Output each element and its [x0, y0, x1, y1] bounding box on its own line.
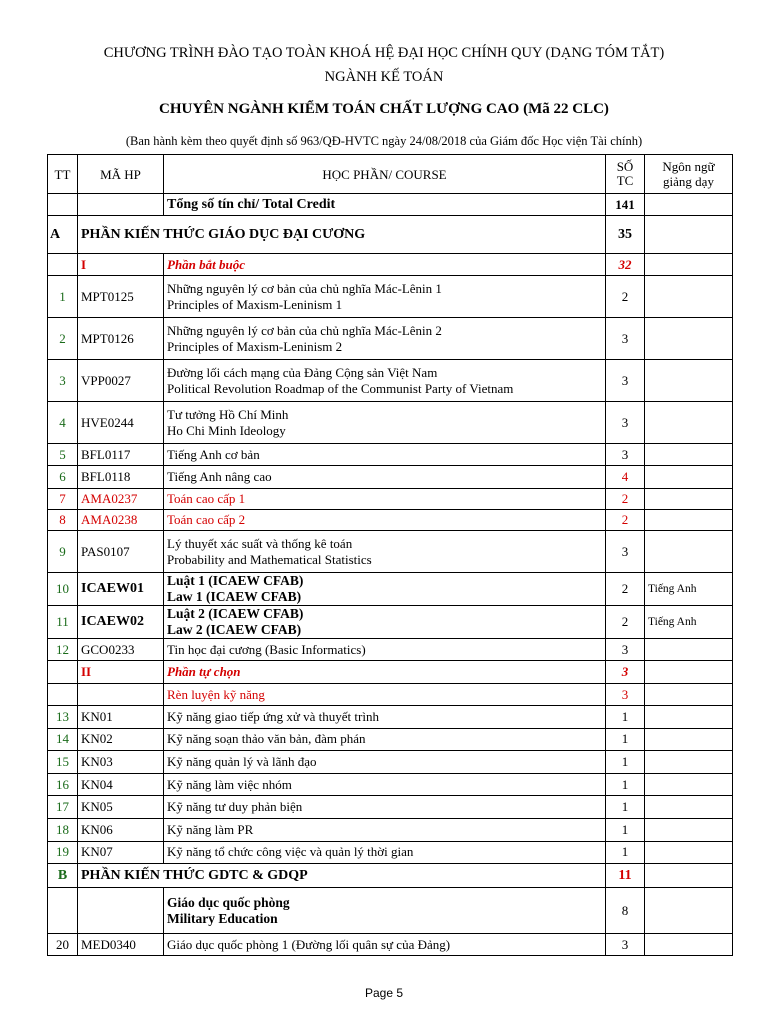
section-b-credits: 11	[606, 864, 645, 888]
table-row	[48, 489, 733, 510]
section-a-row	[48, 216, 733, 254]
section-a-title: PHẦN KIẾN THỨC GIÁO DỤC ĐẠI CƯƠNG	[78, 216, 606, 254]
course-credits: 2	[606, 606, 645, 639]
col-header-credits-2: TC	[616, 173, 634, 188]
empty-cell	[645, 864, 733, 888]
course-tt: 11	[48, 606, 78, 639]
group-i-row	[48, 254, 733, 276]
course-code: GCO0233	[78, 639, 164, 661]
course-credits: 3	[606, 531, 645, 573]
course-tt: 9	[48, 531, 78, 573]
section-b-row	[48, 864, 733, 888]
course-code: MPT0126	[78, 318, 164, 360]
course-credits: 2	[606, 510, 645, 531]
course-name	[164, 466, 606, 489]
course-language	[645, 531, 733, 573]
table-row	[48, 934, 733, 956]
table-row	[48, 510, 733, 531]
course-language	[645, 639, 733, 661]
course-tt: 18	[48, 818, 78, 841]
military-title	[164, 888, 606, 934]
page-number: Page 5	[364, 986, 404, 1000]
course-credits: 3	[606, 360, 645, 402]
course-code: HVE0244	[78, 402, 164, 444]
course-name-en: Law 1 (ICAEW CFAB)	[167, 589, 302, 604]
doc-title-major: CHUYÊN NGÀNH KIỂM TOÁN CHẤT LƯỢNG CAO (Mã 22 CLC)	[159, 101, 609, 117]
course-name: Kỹ năng giao tiếp ứng xử và thuyết trình	[164, 706, 606, 729]
course-name-vi: Tiếng Anh cơ bản	[167, 446, 260, 462]
section-a-credits: 35	[606, 216, 645, 254]
empty-cell	[48, 888, 78, 934]
course-name: Kỹ năng tổ chức công việc và quản lý thời gian	[164, 841, 606, 864]
course-language	[645, 444, 733, 466]
course-tt: 20	[48, 934, 78, 956]
empty-cell	[645, 661, 733, 684]
soft-skills-row	[48, 684, 733, 706]
course-code: ICAEW01	[78, 573, 164, 606]
course-tt: 13	[48, 706, 78, 729]
course-language	[645, 510, 733, 531]
table-row	[48, 728, 733, 751]
table-row	[48, 818, 733, 841]
course-language	[645, 751, 733, 774]
course-language: Tiếng Anh	[645, 606, 733, 639]
soft-skills-credits: 3	[606, 684, 645, 706]
course-name: Kỹ năng làm việc nhóm	[164, 773, 606, 796]
course-name	[164, 318, 606, 360]
military-title-l1: Giáo dục quốc phòng	[167, 894, 290, 910]
col-header-language-1: Ngôn ngữ	[662, 159, 715, 174]
course-code: KN06	[78, 818, 164, 841]
course-name	[164, 639, 606, 661]
col-header-language-2: giảng dạy	[663, 174, 714, 189]
course-name-vi: Những nguyên lý cơ bản của chủ nghĩa Mác-Lênin 2	[167, 322, 442, 338]
course-credits: 1	[606, 751, 645, 774]
course-credits: 2	[606, 573, 645, 606]
course-name-vi: Luật 2 (ICAEW CFAB)	[167, 606, 304, 621]
course-language	[645, 318, 733, 360]
empty-cell	[645, 684, 733, 706]
course-name	[164, 360, 606, 402]
total-credit-row	[48, 194, 733, 216]
table-row	[48, 796, 733, 819]
course-name-en: Principles of Maxism-Leninism 2	[167, 338, 343, 354]
course-tt: 5	[48, 444, 78, 466]
course-name-en: Ho Chi Minh Ideology	[167, 422, 286, 438]
course-language	[645, 773, 733, 796]
course-language	[645, 818, 733, 841]
course-code: BFL0118	[78, 466, 164, 489]
table-row	[48, 402, 733, 444]
table-row	[48, 606, 733, 639]
table-row	[48, 276, 733, 318]
course-credits: 1	[606, 773, 645, 796]
empty-cell	[48, 661, 78, 684]
empty-cell	[78, 888, 164, 934]
empty-cell	[78, 684, 164, 706]
course-language	[645, 796, 733, 819]
course-tt: 1	[48, 276, 78, 318]
course-language	[645, 728, 733, 751]
course-tt: 3	[48, 360, 78, 402]
course-language	[645, 402, 733, 444]
section-b-title: PHẦN KIẾN THỨC GDTC & GDQP	[78, 864, 606, 888]
course-name	[164, 444, 606, 466]
course-tt: 6	[48, 466, 78, 489]
course-name	[164, 573, 606, 606]
course-name	[164, 531, 606, 573]
course-credits: 3	[606, 318, 645, 360]
doc-decision-note: (Ban hành kèm theo quyết định số 963/QĐ-HVTC ngày 24/08/2018 của Giám đốc Học viện Tài chính)	[125, 134, 643, 148]
course-credits: 1	[606, 841, 645, 864]
course-name	[164, 606, 606, 639]
course-tt: 15	[48, 751, 78, 774]
col-header-tt: TT	[48, 155, 78, 194]
doc-title-line2: NGÀNH KẾ TOÁN	[324, 69, 444, 85]
course-name-vi: Toán cao cấp 2	[167, 512, 246, 527]
course-tt: 10	[48, 573, 78, 606]
course-credits: 1	[606, 818, 645, 841]
course-language	[645, 934, 733, 956]
col-header-language	[645, 155, 733, 194]
course-tt: 8	[48, 510, 78, 531]
section-a-tt: A	[48, 216, 78, 254]
course-credits: 4	[606, 466, 645, 489]
course-credits: 3	[606, 402, 645, 444]
course-name-vi: Luật 1 (ICAEW CFAB)	[167, 573, 304, 588]
total-credit-value: 141	[606, 194, 645, 216]
course-name-en: Political Revolution Roadmap of the Communist Party of Vietnam	[167, 380, 514, 396]
course-name: Kỹ năng làm PR	[164, 818, 606, 841]
col-header-code: MÃ HP	[78, 155, 164, 194]
course-language	[645, 841, 733, 864]
course-name: Kỹ năng quản lý và lãnh đạo	[164, 751, 606, 774]
course-credits: 1	[606, 796, 645, 819]
course-tt: 17	[48, 796, 78, 819]
course-language	[645, 466, 733, 489]
course-code: ICAEW02	[78, 606, 164, 639]
course-name-en: Law 2 (ICAEW CFAB)	[167, 622, 302, 637]
course-language	[645, 360, 733, 402]
course-name-vi: Đường lối cách mạng của Đảng Cộng sản Việt Nam	[167, 364, 438, 380]
course-credits: 3	[606, 444, 645, 466]
group-i-credits: 32	[606, 254, 645, 276]
course-name-en: Principles of Maxism-Leninism 1	[167, 296, 343, 312]
table-row	[48, 841, 733, 864]
course-credits: 3	[606, 934, 645, 956]
course-language: Tiếng Anh	[645, 573, 733, 606]
course-credits: 2	[606, 489, 645, 510]
group-i-tt: I	[78, 254, 164, 276]
col-header-course: HỌC PHẦN/ COURSE	[164, 155, 606, 194]
group-ii-title: Phần tự chọn	[164, 661, 606, 684]
course-tt: 4	[48, 402, 78, 444]
doc-title-line1: CHƯƠNG TRÌNH ĐÀO TẠO TOÀN KHOÁ HỆ ĐẠI HỌC CHÍNH QUY (DẠNG TÓM TẮT)	[103, 45, 665, 61]
course-credits: 1	[606, 728, 645, 751]
table-row	[48, 444, 733, 466]
course-name-vi: Lý thuyết xác suất và thống kê toán	[167, 535, 353, 551]
course-credits: 1	[606, 706, 645, 729]
course-tt: 14	[48, 728, 78, 751]
course-language	[645, 489, 733, 510]
course-code: KN03	[78, 751, 164, 774]
soft-skills-title: Rèn luyện kỹ năng	[164, 684, 606, 706]
course-name-vi: Tin học đại cương (Basic Informatics)	[167, 641, 366, 657]
course-tt: 12	[48, 639, 78, 661]
empty-cell	[48, 684, 78, 706]
col-header-credits-1: SỐ	[616, 159, 634, 174]
course-code: KN01	[78, 706, 164, 729]
course-name: Kỹ năng soạn thảo văn bản, đàm phán	[164, 728, 606, 751]
course-name-vi: Những nguyên lý cơ bản của chủ nghĩa Mác-Lênin 1	[167, 280, 442, 296]
table-row	[48, 531, 733, 573]
military-credits: 8	[606, 888, 645, 934]
course-name	[164, 402, 606, 444]
course-tt: 2	[48, 318, 78, 360]
course-language	[645, 276, 733, 318]
course-code: KN05	[78, 796, 164, 819]
course-name-vi: Tiếng Anh nâng cao	[167, 469, 272, 484]
course-name: Giáo dục quốc phòng 1 (Đường lối quân sự của Đảng)	[164, 934, 606, 956]
table-row	[48, 466, 733, 489]
course-code: PAS0107	[78, 531, 164, 573]
group-i-title: Phần bắt buộc	[164, 254, 606, 276]
empty-cell	[645, 888, 733, 934]
table-row	[48, 639, 733, 661]
course-name-vi: Toán cao cấp 1	[167, 491, 246, 506]
group-ii-row	[48, 661, 733, 684]
table-row	[48, 773, 733, 796]
course-name-en: Probability and Mathematical Statistics	[167, 551, 372, 567]
section-b-tt: B	[48, 864, 78, 888]
group-ii-credits: 3	[606, 661, 645, 684]
military-title-l2: Military Education	[167, 910, 278, 926]
table-row	[48, 706, 733, 729]
table-row	[48, 751, 733, 774]
total-credit-label: Tổng số tín chỉ/ Total Credit	[164, 194, 606, 216]
course-name: Kỹ năng tư duy phản biện	[164, 796, 606, 819]
curriculum-table	[47, 154, 733, 956]
course-language	[645, 706, 733, 729]
course-tt: 7	[48, 489, 78, 510]
course-credits: 2	[606, 276, 645, 318]
course-name-vi: Tư tưởng Hồ Chí Minh	[167, 406, 289, 422]
course-code: VPP0027	[78, 360, 164, 402]
course-code: MED0340	[78, 934, 164, 956]
course-code: KN02	[78, 728, 164, 751]
military-row	[48, 888, 733, 934]
course-name	[164, 489, 606, 510]
course-name	[164, 276, 606, 318]
table-row	[48, 360, 733, 402]
group-ii-tt: II	[78, 661, 164, 684]
course-credits: 3	[606, 639, 645, 661]
course-code: AMA0237	[78, 489, 164, 510]
course-tt: 16	[48, 773, 78, 796]
col-header-credits	[606, 155, 645, 194]
course-code: BFL0117	[78, 444, 164, 466]
table-row	[48, 573, 733, 606]
course-code: KN04	[78, 773, 164, 796]
course-code: MPT0125	[78, 276, 164, 318]
table-row	[48, 318, 733, 360]
table-header-row	[48, 155, 733, 194]
course-name	[164, 510, 606, 531]
course-code: KN07	[78, 841, 164, 864]
course-tt: 19	[48, 841, 78, 864]
course-code: AMA0238	[78, 510, 164, 531]
